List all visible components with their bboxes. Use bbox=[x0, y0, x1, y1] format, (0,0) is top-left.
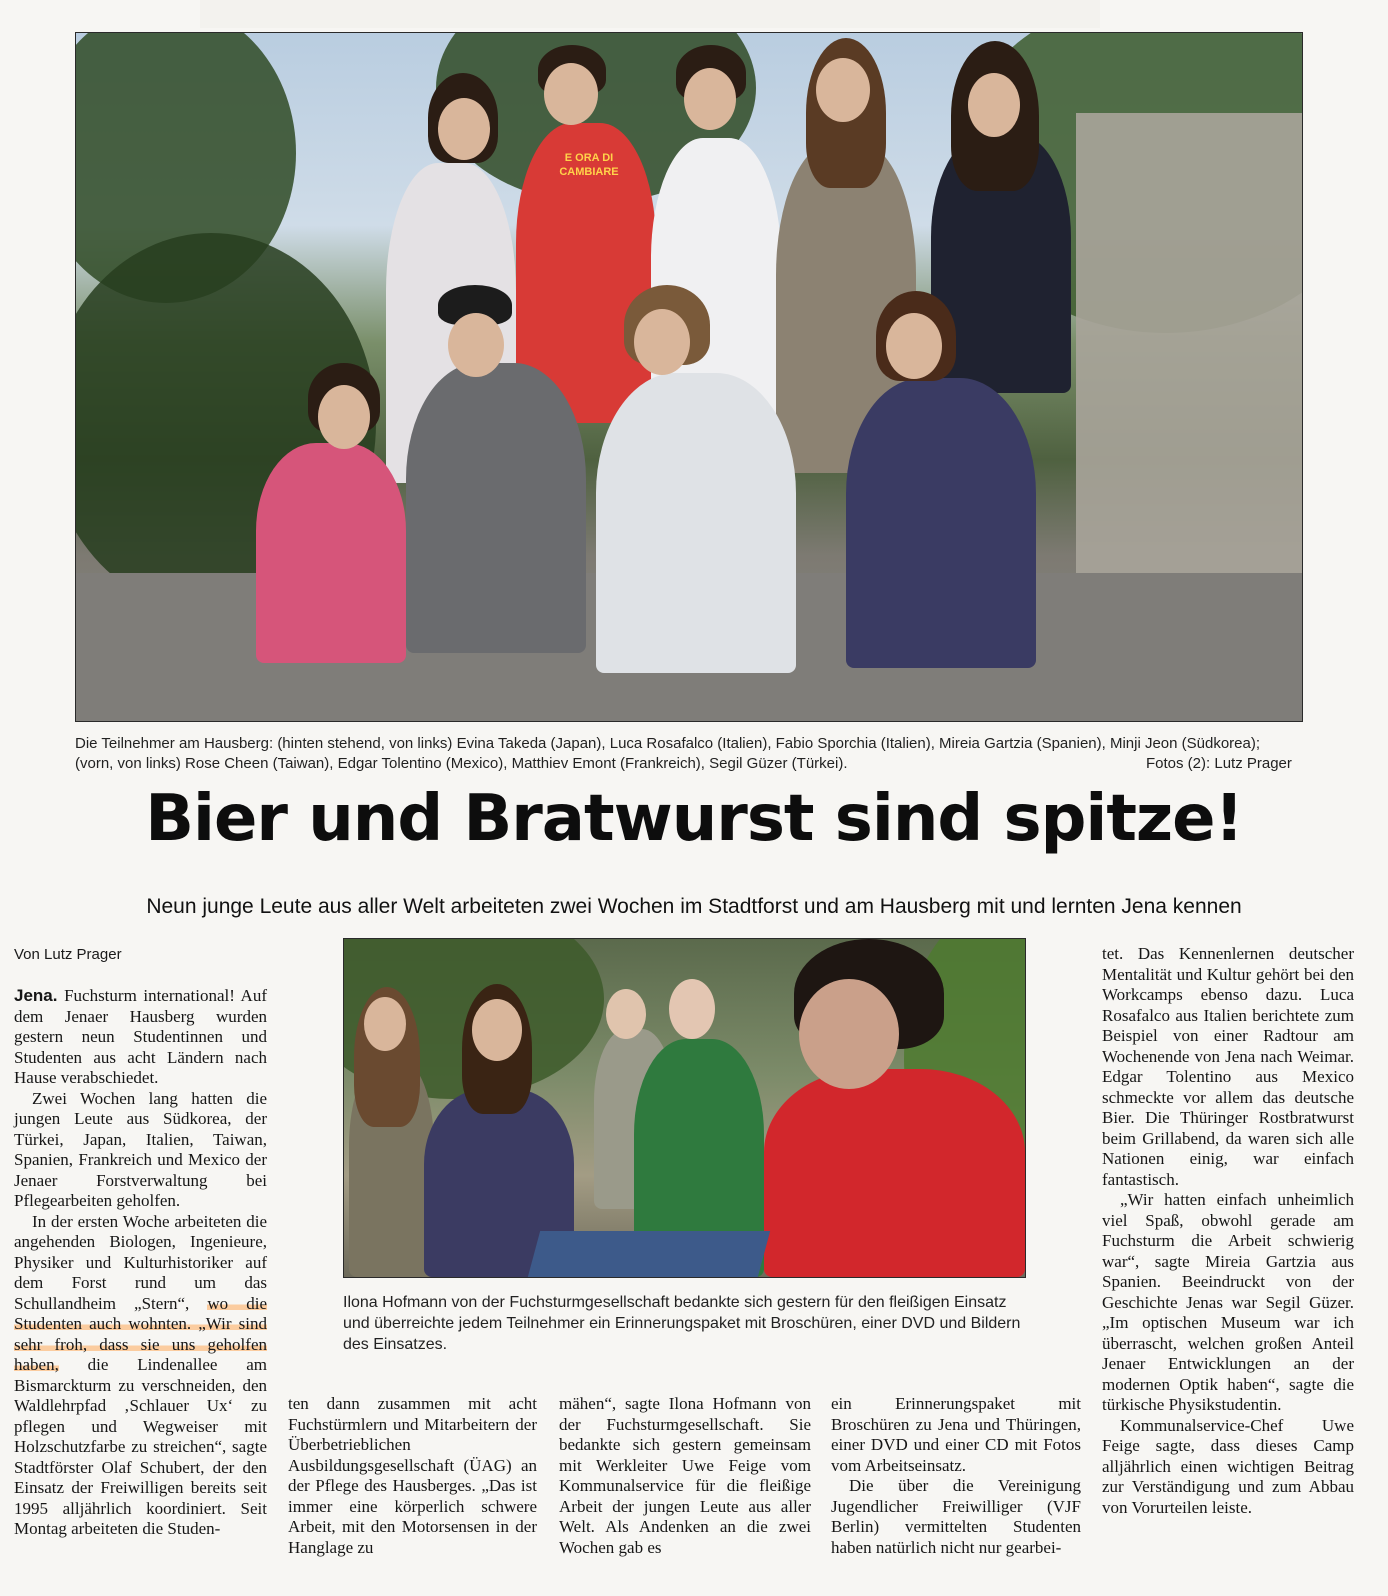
article-paragraph: Kommunalservice-Chef Uwe Feige sagte, dass dieses Camp alljährlich einen wichtigen Beitrag zur Verständigung und zum Abbau von Vorurteilen leiste. bbox=[1102, 1415, 1354, 1517]
byline: Von Lutz Prager bbox=[14, 946, 122, 963]
article-paragraph: Fuchsturm international! Auf dem Jenaer Hausberg wurden gestern neun Studentinnen und Studenten aus acht Ländern nach Hause verabschiedet. bbox=[14, 986, 267, 1087]
highlighted-quote: wo die Studenten auch wohnten. „Wir sind sehr froh, dass sie uns geholfen haben, bbox=[14, 1293, 267, 1374]
article-paragraph: tet. Das Kennenlernen deutscher Mentalität und Kultur gehört bei den Workcamps ebenso dazu. Luca Rosafalco aus Italien berichtete zum Beispiel von einer Radtour am Wochenende von Jena nach Weimar. Edgar Tolentino aus Mexico schmeckte vor allem das deutsche Bier. Die Thüringer Rostbratwurst beim Grillabend, da waren sich alle Nationen einig, war einfach fantastisch. bbox=[1102, 944, 1354, 1189]
article-paragraph: In der ersten Woche arbeiteten die angehenden Biologen, Ingenieure, Physiker und Kulturhistoriker auf dem Forst rund um das Schullandheim „Stern“, bbox=[14, 1211, 267, 1313]
print-bleed-through bbox=[200, 0, 1100, 28]
article-paragraph: „Wir hatten einfach unheimlich viel Spaß, obwohl gerade am Fuchsturm die Arbeit schwierig war“, sagte Mireia Gartzia aus Spanien. Beeindruckt von der Geschichte Jenas war Segil Güzer. „Im optischen Museum war ich überrascht, welchen großen Anteil Jenaer Entwicklungen an der modernen Optik haben“, sagte die türkische Physikstudentin. bbox=[1102, 1190, 1354, 1414]
article-column-4 bbox=[831, 1394, 1081, 1558]
article-paragraph: ten dann zusammen mit acht Fuchstürmlern und Mitarbeitern der Überbetrieblichen Ausbildungsgesellschaft (ÜAG) an der Pflege des Hausberges. „Das ist immer eine körperlich schwere Arbeit, mit den Motorsensen in der Hanglage zu bbox=[288, 1394, 537, 1557]
group-photo-caption: Die Teilnehmer am Hausberg: (hinten stehend, von links) Evina Takeda (Japan), Luca Rosafalco (Italien), Fabio Sporchia (Italien), Mireia Gartzia (Spanien), Minji Jeon (Südkorea); (vorn, von links) Rose Cheen (Taiwan), Edgar Tolentino (Mexico), Matthiev Emont (Frankreich), Segil Güzer (Türkei). bbox=[75, 735, 1261, 772]
ceremony-photo-caption: Ilona Hofmann von der Fuchsturmgesellschaft bedankte sich gestern für den fleißigen Einsatz und überreichte jedem Teilnehmer ein Erinnerungspaket mit Broschüren, einer DVD und Bildern des Einsatzes. bbox=[343, 1294, 1021, 1353]
article-paragraph: die Lindenallee am Bismarckturm zu verschneiden, den Waldlehrpfad ‚Schlauer Ux‘ zu pflegen und Wegweiser mit Holzschutzfarbe zu streichen“, sagte Stadtförster Olaf Schubert, der den Einsatz der Freiwilligen bereits seit 1995 alljährlich koordiniert. Seit Montag arbeiteten die Studen- bbox=[14, 1355, 267, 1538]
dateline: Jena. bbox=[14, 986, 58, 1005]
ceremony-photo bbox=[343, 938, 1026, 1278]
article-column-1 bbox=[14, 986, 267, 1540]
article-column-5 bbox=[1102, 944, 1354, 1518]
article-column-2 bbox=[288, 1394, 537, 1558]
headline: Bier und Bratwurst sind spitze! bbox=[145, 782, 1243, 856]
article-paragraph: ein Erinnerungspaket mit Broschüren zu Jena und Thüringen, einer DVD und einer CD mit Fotos vom Arbeitseinsatz. bbox=[831, 1394, 1081, 1475]
article-paragraph: mähen“, sagte Ilona Hofmann von der Fuchsturmgesellschaft. Sie bedankte sich gestern gemeinsam mit Werkleiter Uwe Feige vom Kommunalservice für die fleißige Arbeit der jungen Leute aus aller Welt. Als Andenken an die zwei Wochen gab es bbox=[559, 1394, 811, 1557]
article-paragraph: Zwei Wochen lang hatten die jungen Leute aus Südkorea, der Türkei, Japan, Italien, Taiwan, Spanien, Frankreich und Mexico der Jenaer Forstverwaltung bei Pflegearbeiten geholfen. bbox=[14, 1088, 267, 1210]
article-column-3 bbox=[559, 1394, 811, 1558]
photo-credit: Fotos (2): Lutz Prager bbox=[1138, 755, 1292, 772]
shirt-print: E ORA DI CAMBIARE bbox=[559, 152, 619, 178]
article-paragraph: Die über die Vereinigung Jugendlicher Freiwilliger (VJF Berlin) vermittelten Studenten haben natürlich nicht nur gearbei- bbox=[831, 1476, 1081, 1557]
subheadline: Neun junge Leute aus aller Welt arbeiteten zwei Wochen im Stadtforst und am Hausberg mit und lernten Jena kennen bbox=[146, 895, 1242, 918]
group-photo bbox=[75, 32, 1303, 722]
